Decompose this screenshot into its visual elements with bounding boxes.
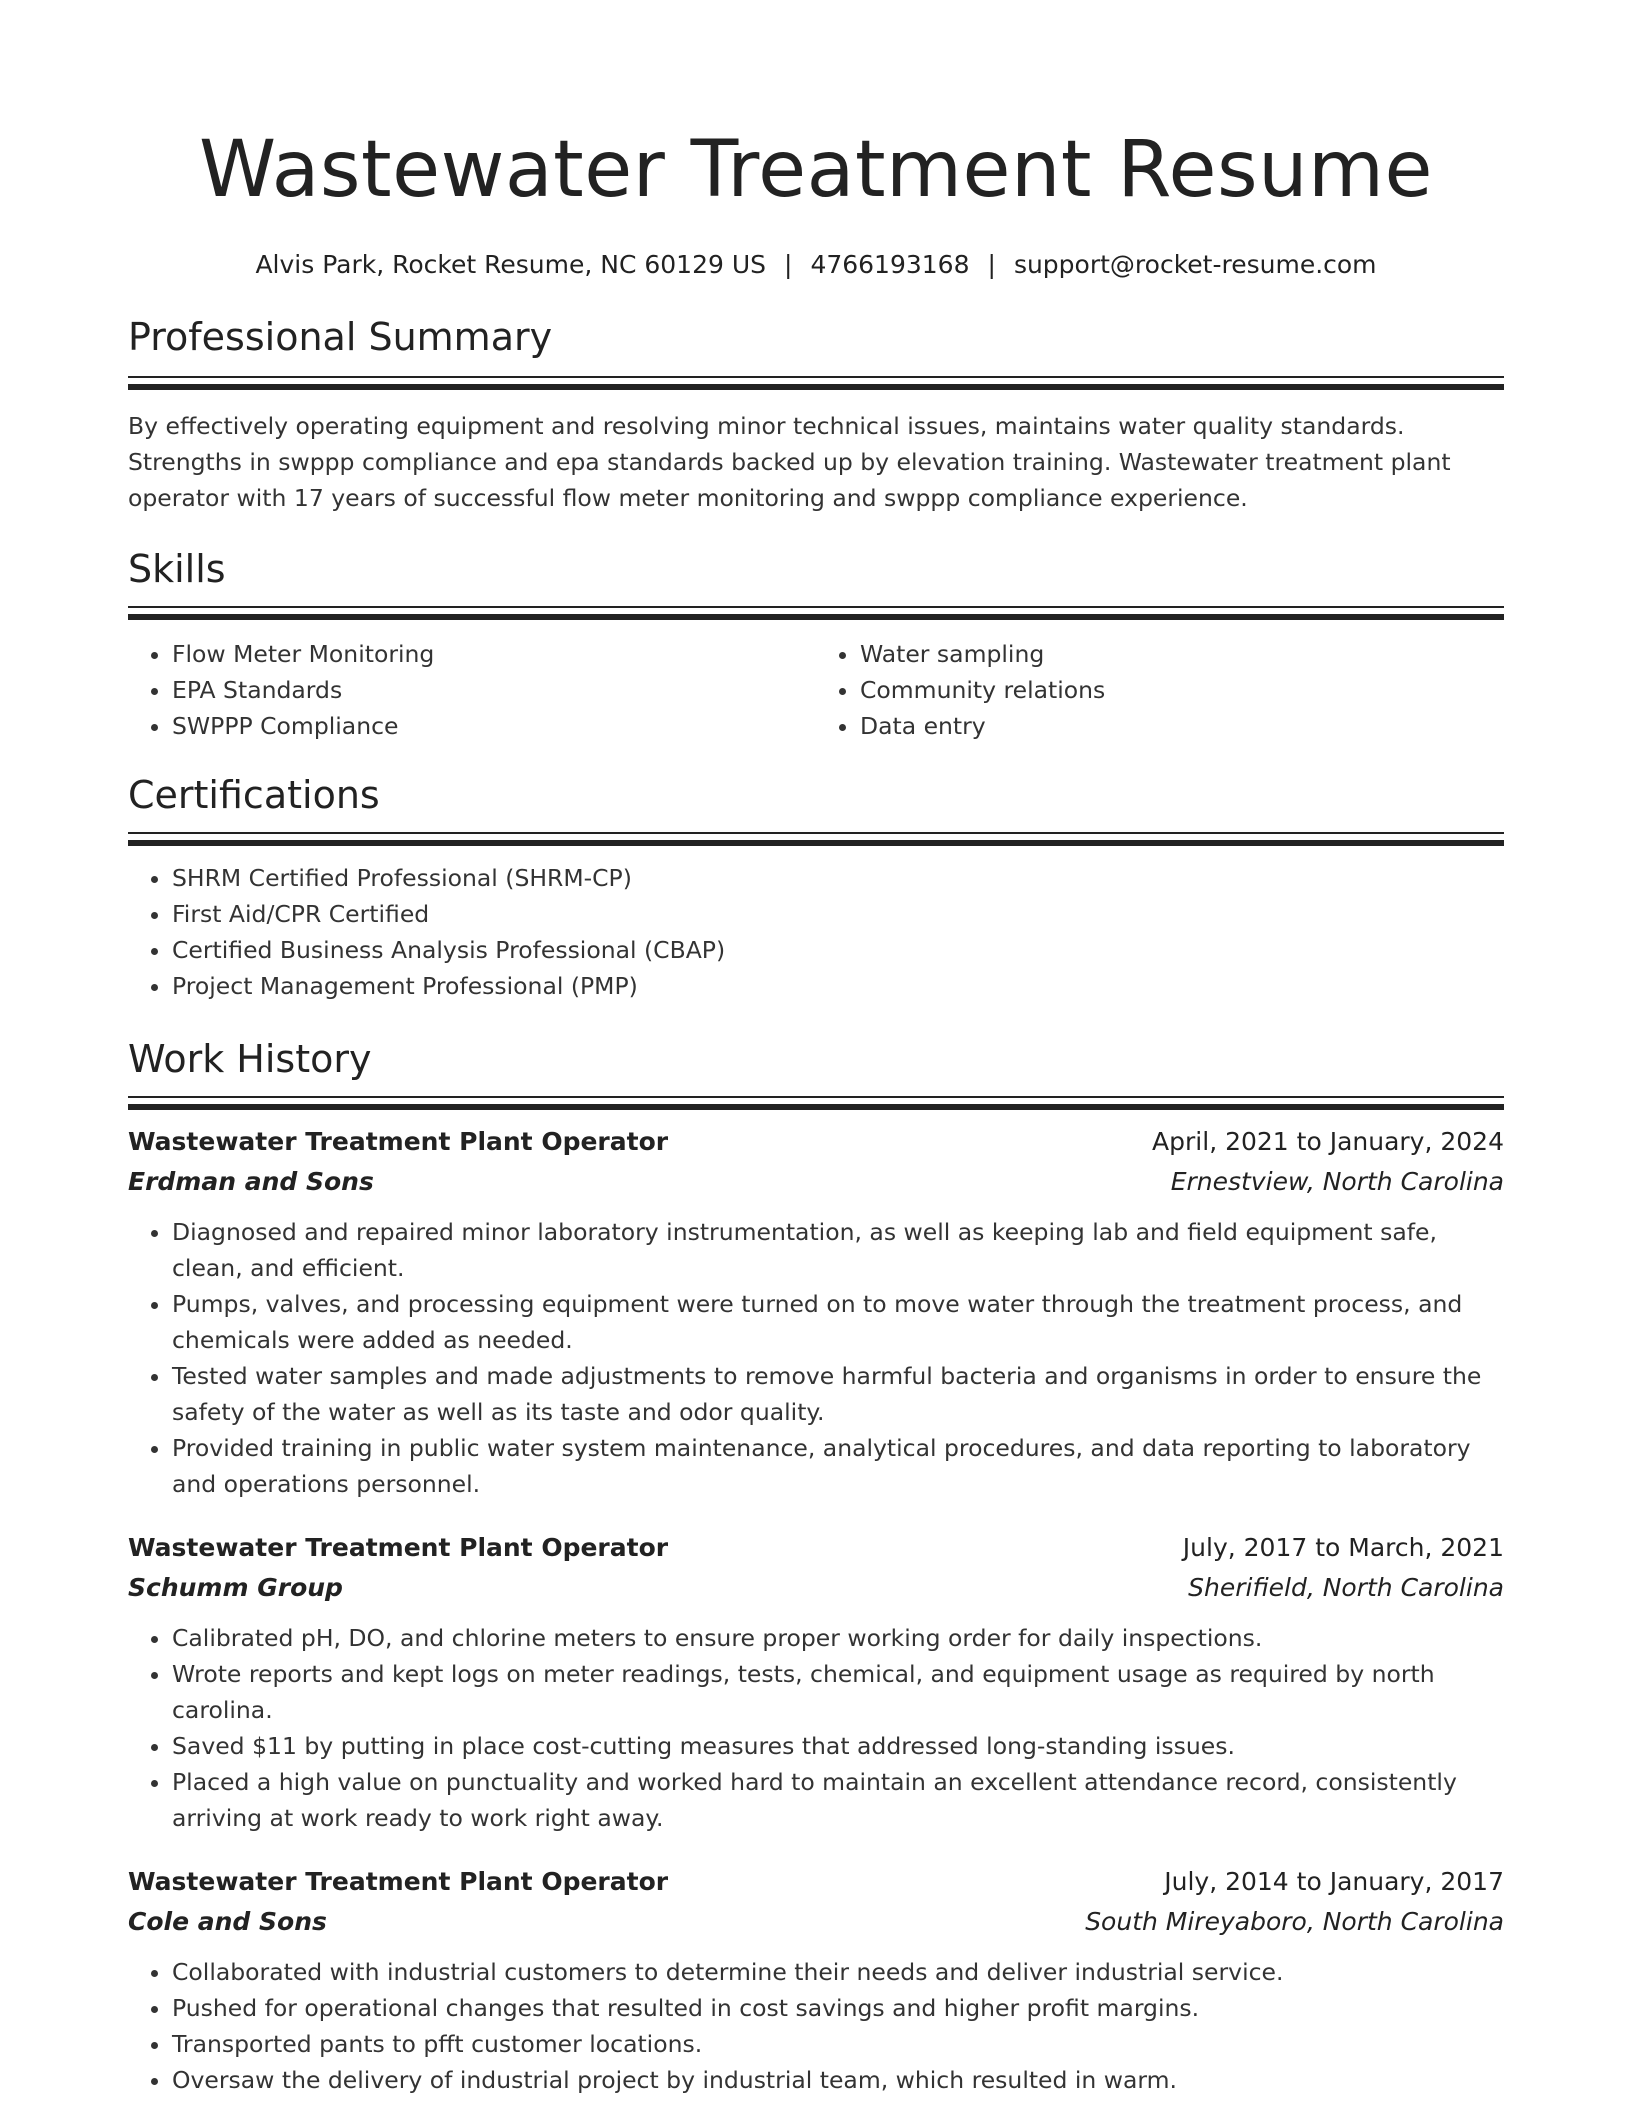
job-header-row: [128, 1122, 1504, 1162]
contact-line: [128, 248, 1504, 282]
summary-text: By effectively operating equipment and resolving minor technical issues, maintains water quality standards. Strengths in swppp compliance and epa standards backed up by elevation training. Wastewater treatment plant operator with 17 years of successful flow meter monitoring and swppp compliance experience.: [128, 412, 1451, 512]
skills-grid: [128, 636, 1504, 744]
section-rule-thick: [128, 384, 1504, 390]
contact-separator: |: [987, 250, 996, 279]
job-entry: [128, 1122, 1504, 1502]
certifications-section: [128, 770, 1504, 1004]
skill-item: • EPA Standards: [172, 672, 816, 708]
job-company-row: [128, 1902, 1504, 1942]
job-title: Wastewater Treatment Plant Operator: [128, 1127, 669, 1156]
contact-phone: 4766193168: [810, 250, 970, 279]
job-bullets: [128, 1620, 1504, 1836]
job-location: Sherifield, North Carolina: [1188, 1573, 1504, 1602]
job-bullets: [128, 1954, 1504, 2098]
section-rule-thick: [128, 1104, 1504, 1110]
job-bullet: • Pumps, valves, and processing equipment were turned on to move water through the treatment process, and chemicals were added as needed.: [172, 1286, 1504, 1358]
job-bullet: • Provided training in public water system maintenance, analytical procedures, and data reporting to laboratory and operations personnel.: [172, 1430, 1504, 1502]
job-dates: April, 2021 to January, 2024: [1152, 1127, 1504, 1156]
contact-separator: |: [784, 250, 793, 279]
job-bullet: • Collaborated with industrial customers to determine their needs and deliver industrial service.: [172, 1954, 1504, 1990]
job-dates: July, 2014 to January, 2017: [1164, 1867, 1504, 1896]
job-bullet: • Oversaw the delivery of industrial project by industrial team, which resulted in warm.: [172, 2062, 1504, 2098]
work-history-section: [128, 1034, 1504, 2098]
skills-list-right: [816, 636, 1504, 744]
skill-item: • SWPPP Compliance: [172, 708, 816, 744]
section-rule-thick: [128, 840, 1504, 846]
contact-address: Alvis Park, Rocket Resume, NC 60129 US: [255, 250, 766, 279]
job-bullet: • Calibrated pH, DO, and chlorine meters to ensure proper working order for daily inspections.: [172, 1620, 1504, 1656]
skill-item: • Data entry: [860, 708, 1504, 744]
job-bullet: • Pushed for operational changes that resulted in cost savings and higher profit margins.: [172, 1990, 1504, 2026]
job-title: Wastewater Treatment Plant Operator: [128, 1867, 669, 1896]
skills-section: [128, 544, 1504, 744]
job-entry: [128, 1862, 1504, 2098]
job-company-row: [128, 1162, 1504, 1202]
job-bullet: • Placed a high value on punctuality and worked hard to maintain an excellent attendance record, consistently arriving at work ready to work right away.: [172, 1764, 1504, 1836]
certification-item: • Project Management Professional (PMP): [172, 968, 1504, 1004]
certifications-list: [128, 860, 1504, 1004]
certification-item: • Certified Business Analysis Professional (CBAP): [172, 932, 1504, 968]
skills-list-left: [128, 636, 816, 744]
job-bullet: • Diagnosed and repaired minor laboratory instrumentation, as well as keeping lab and field equipment safe, clean, and efficient.: [172, 1214, 1504, 1286]
job-bullet: • Saved $11 by putting in place cost-cutting measures that addressed long-standing issues.: [172, 1728, 1504, 1764]
job-bullet: • Tested water samples and made adjustments to remove harmful bacteria and organisms in order to ensure the safety of the water as well as its taste and odor quality.: [172, 1358, 1504, 1430]
job-location: South Mireyaboro, North Carolina: [1085, 1907, 1504, 1936]
summary-heading: Professional Summary: [128, 315, 553, 359]
job-header-row: [128, 1528, 1504, 1568]
job-location: Ernestview, North Carolina: [1170, 1167, 1504, 1196]
skills-column-right: [816, 636, 1504, 744]
summary-section: [128, 312, 1504, 516]
job-entry: [128, 1528, 1504, 1836]
certification-item: • First Aid/CPR Certified: [172, 896, 1504, 932]
resume-title: Wastewater Treatment Resume: [198, 125, 1434, 215]
job-company: Cole and Sons: [128, 1907, 327, 1936]
skill-item: • Community relations: [860, 672, 1504, 708]
skills-column-left: [128, 636, 816, 744]
job-bullet: • Transported pants to pfft customer locations.: [172, 2026, 1504, 2062]
job-header-row: [128, 1862, 1504, 1902]
contact-email[interactable]: support@rocket-resume.com: [1013, 250, 1377, 279]
certifications-heading: Certifications: [128, 773, 380, 817]
work-history-heading: Work History: [128, 1037, 372, 1081]
skills-heading: Skills: [128, 547, 226, 591]
job-company: Schumm Group: [128, 1573, 343, 1602]
skill-item: • Water sampling: [860, 636, 1504, 672]
skill-item: • Flow Meter Monitoring: [172, 636, 816, 672]
section-rule-thin: [128, 832, 1504, 834]
job-company-row: [128, 1568, 1504, 1608]
certification-item: • SHRM Certified Professional (SHRM-CP): [172, 860, 1504, 896]
job-company: Erdman and Sons: [128, 1167, 374, 1196]
section-rule-thick: [128, 614, 1504, 620]
section-rule-thin: [128, 376, 1504, 378]
job-title: Wastewater Treatment Plant Operator: [128, 1533, 669, 1562]
section-rule-thin: [128, 1096, 1504, 1098]
job-dates: July, 2017 to March, 2021: [1182, 1533, 1504, 1562]
job-bullet: • Wrote reports and kept logs on meter readings, tests, chemical, and equipment usage as required by north carolina.: [172, 1656, 1504, 1728]
job-bullets: [128, 1214, 1504, 1502]
section-rule-thin: [128, 606, 1504, 608]
